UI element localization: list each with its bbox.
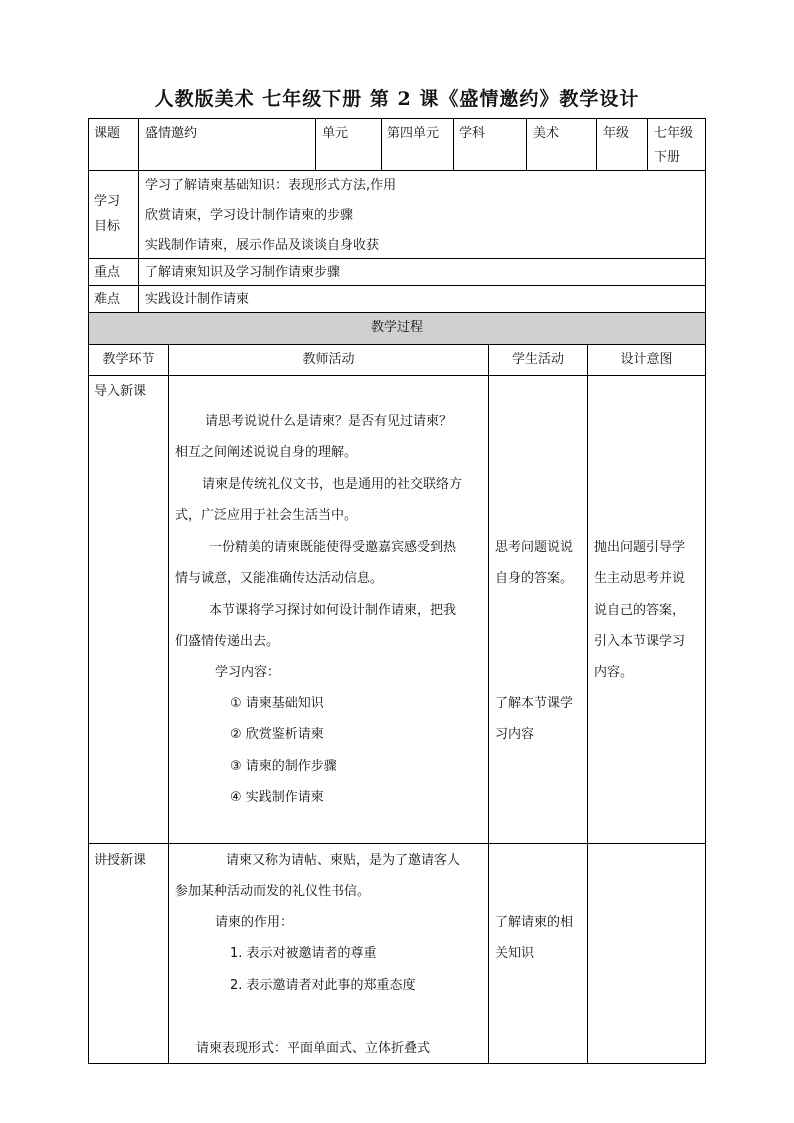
table-border	[88, 312, 706, 313]
teacher-text-line: 相互之间阐述说说自身的理解。	[175, 445, 358, 460]
teacher-text-line: 1. 表示对被邀请者的尊重	[230, 946, 377, 961]
student-text-line: 思考问题说说	[495, 540, 574, 555]
table-border	[526, 118, 527, 170]
intent-text-line: 引入本节课学习	[594, 634, 686, 649]
table-border	[596, 118, 597, 170]
content-list-item: ④ 实践制作请柬	[230, 790, 324, 805]
table-border	[381, 118, 382, 170]
table-border	[88, 375, 706, 376]
teacher-text-line: 学习内容：	[215, 665, 281, 680]
table-border	[488, 344, 489, 1064]
table-border	[647, 118, 648, 170]
column-header-intent: 设计意图	[620, 352, 673, 367]
table-border	[88, 170, 706, 171]
intent-text-line: 内容。	[594, 665, 634, 680]
table-border	[168, 344, 169, 1064]
column-header-student: 学生活动	[511, 352, 564, 367]
student-text-line: 了解本节课学	[495, 696, 574, 711]
content-list-item: ③ 请柬的制作步骤	[230, 759, 337, 774]
teacher-text-line: 请柬是传统礼仪文书，也是通用的社交联络方	[202, 477, 463, 492]
student-text-line: 习内容	[495, 727, 535, 742]
teacher-text-line: 请柬又称为请帖、柬贴，是为了邀请客人	[226, 853, 461, 868]
table-border	[315, 118, 316, 170]
key-point-value: 了解请柬知识及学习制作请柬步骤	[145, 265, 341, 280]
table-border	[88, 344, 706, 345]
content-list-item: ② 欣赏鉴析请柬	[230, 727, 324, 742]
table-border	[705, 118, 706, 1064]
content-list-item: ① 请柬基础知识	[230, 696, 324, 711]
topic-label: 课题	[94, 126, 121, 141]
intent-text-line: 说自己的答案，	[594, 603, 686, 618]
student-text-line: 自身的答案。	[495, 571, 574, 586]
column-header-stage: 教学环节	[102, 352, 155, 367]
objective-item: 实践制作请柬，展示作品及谈谈自身收获	[145, 238, 380, 253]
table-border	[88, 285, 706, 286]
student-text-line: 关知识	[495, 946, 535, 961]
table-border	[88, 843, 706, 844]
teacher-text-line: 本节课将学习探讨如何设计制作请柬，把我	[209, 603, 457, 618]
subject-label: 学科	[459, 126, 486, 141]
grade-value-line1: 七年级	[654, 126, 694, 141]
intent-text-line: 生主动思考并说	[594, 571, 686, 586]
table-border	[453, 118, 454, 170]
teacher-text-line: 请思考说说什么是请柬？是否有见过请柬？	[205, 414, 453, 429]
student-text-line: 了解请柬的相	[495, 915, 574, 930]
teacher-text-line: 请柬表现形式：平面单面式、立体折叠式	[196, 1041, 431, 1056]
teacher-text-line: 2. 表示邀请者对此事的郑重态度	[230, 978, 416, 993]
table-border	[88, 258, 706, 259]
process-header: 教学过程	[370, 320, 423, 335]
topic-value: 盛情邀约	[145, 126, 198, 141]
objectives-label-line1: 学习	[94, 194, 121, 209]
table-border	[88, 118, 89, 1064]
intent-text-line: 抛出问题引导学	[594, 540, 686, 555]
table-border	[88, 1063, 706, 1064]
objectives-label-line2: 目标	[94, 219, 121, 234]
subject-value: 美术	[533, 126, 560, 141]
unit-label: 单元	[322, 126, 349, 141]
difficult-point-value: 实践设计制作请柬	[145, 292, 250, 307]
teacher-text-line: 参加某种活动而发的礼仪性书信。	[175, 884, 371, 899]
difficult-point-label: 难点	[94, 292, 121, 307]
teacher-text-line: 们盛情传递出去。	[175, 634, 280, 649]
stage-label: 讲授新课	[94, 853, 147, 868]
table-border	[587, 344, 588, 1064]
table-border	[138, 118, 139, 312]
teacher-text-line: 情与诚意，又能准确传达活动信息。	[175, 571, 384, 586]
stage-label: 导入新课	[94, 384, 147, 399]
teacher-text-line: 一份精美的请柬既能使得受邀嘉宾感受到热	[209, 540, 457, 555]
objective-item: 学习了解请柬基础知识：表现形式方法,作用	[145, 178, 397, 193]
column-header-teacher: 教师活动	[302, 352, 355, 367]
unit-value: 第四单元	[387, 126, 440, 141]
grade-label: 年级	[603, 126, 630, 141]
key-point-label: 重点	[94, 265, 121, 280]
table-border	[88, 118, 706, 119]
teacher-text-line: 式，广泛应用于社会生活当中。	[175, 508, 358, 523]
document-title: 人教版美术 七年级下册 第 2 课《盛情邀约》教学设计	[154, 88, 640, 110]
objective-item: 欣赏请柬，学习设计制作请柬的步骤	[145, 208, 354, 223]
teacher-text-line: 请柬的作用：	[215, 915, 294, 930]
grade-value-line2: 下册	[654, 150, 681, 165]
